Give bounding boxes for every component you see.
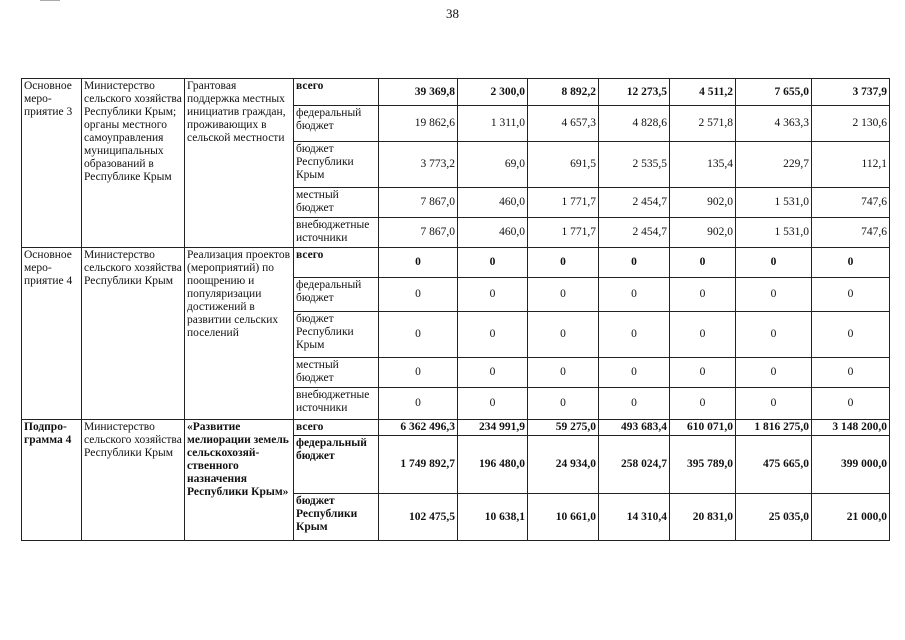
block-title: Реализация проектов (мероприятий) по поощрению и популяризации достижений в развитии сельских поселений	[185, 248, 294, 420]
value-cell: 1 749 892,7	[379, 436, 458, 494]
value-cell: 234 991,9	[458, 420, 528, 436]
value-cell: 2 454,7	[599, 218, 670, 248]
value-cell: 10 638,1	[458, 494, 528, 541]
source-label: всего	[294, 420, 379, 436]
value-cell: 21 000,0	[812, 494, 890, 541]
value-cell: 14 310,4	[599, 494, 670, 541]
value-cell: 0	[812, 388, 890, 420]
source-label: всего	[294, 248, 379, 278]
value-cell: 135,4	[670, 142, 736, 188]
value-cell: 0	[379, 312, 458, 358]
value-cell: 7 655,0	[736, 79, 812, 106]
value-cell: 0	[736, 248, 812, 278]
value-cell: 399 000,0	[812, 436, 890, 494]
value-cell: 112,1	[812, 142, 890, 188]
value-cell: 1 816 275,0	[736, 420, 812, 436]
block-measure-name: Основное меро-приятие 3	[22, 79, 82, 248]
value-cell: 0	[458, 358, 528, 388]
value-cell: 1 771,7	[528, 188, 599, 218]
value-cell: 460,0	[458, 218, 528, 248]
value-cell: 0	[736, 358, 812, 388]
scan-corner-mark	[40, 0, 60, 3]
value-cell: 0	[670, 358, 736, 388]
value-cell: 20 831,0	[670, 494, 736, 541]
value-cell: 475 665,0	[736, 436, 812, 494]
value-cell: 2 130,6	[812, 106, 890, 142]
value-cell: 0	[599, 278, 670, 312]
value-cell: 0	[670, 312, 736, 358]
value-cell: 0	[812, 312, 890, 358]
value-cell: 0	[458, 248, 528, 278]
value-cell: 0	[812, 278, 890, 312]
value-cell: 0	[458, 388, 528, 420]
value-cell: 0	[599, 312, 670, 358]
value-cell: 0	[670, 248, 736, 278]
value-cell: 0	[736, 312, 812, 358]
value-cell: 691,5	[528, 142, 599, 188]
source-label: всего	[294, 79, 379, 106]
block-executor: Министерство сельского хозяйства Республики Крым	[82, 248, 185, 420]
value-cell: 3 773,2	[379, 142, 458, 188]
value-cell: 102 475,5	[379, 494, 458, 541]
value-cell: 3 737,9	[812, 79, 890, 106]
value-cell: 69,0	[458, 142, 528, 188]
value-cell: 0	[736, 388, 812, 420]
source-label: федеральный бюджет	[294, 436, 379, 494]
value-cell: 258 024,7	[599, 436, 670, 494]
value-cell: 1 531,0	[736, 218, 812, 248]
value-cell: 12 273,5	[599, 79, 670, 106]
value-cell: 4 511,2	[670, 79, 736, 106]
value-cell: 902,0	[670, 218, 736, 248]
value-cell: 0	[528, 388, 599, 420]
value-cell: 0	[379, 388, 458, 420]
value-cell: 0	[528, 278, 599, 312]
value-cell: 19 862,6	[379, 106, 458, 142]
value-cell: 0	[458, 312, 528, 358]
value-cell: 229,7	[736, 142, 812, 188]
block-executor: Министерство сельского хозяйства Республики Крым	[82, 420, 185, 541]
value-cell: 747,6	[812, 188, 890, 218]
source-label: внебюджетные источники	[294, 388, 379, 420]
value-cell: 0	[379, 358, 458, 388]
value-cell: 1 311,0	[458, 106, 528, 142]
value-cell: 460,0	[458, 188, 528, 218]
source-label: федеральный бюджет	[294, 106, 379, 142]
value-cell: 3 148 200,0	[812, 420, 890, 436]
value-cell: 0	[599, 388, 670, 420]
block-measure-name: Основное меро-приятие 4	[22, 248, 82, 420]
value-cell: 1 771,7	[528, 218, 599, 248]
block-title: Грантовая поддержка местных инициатив граждан, проживающих в сельской местности	[185, 79, 294, 248]
value-cell: 10 661,0	[528, 494, 599, 541]
source-label: бюджет Республики Крым	[294, 312, 379, 358]
value-cell: 2 300,0	[458, 79, 528, 106]
source-label: бюджет Республики Крым	[294, 142, 379, 188]
value-cell: 24 934,0	[528, 436, 599, 494]
value-cell: 0	[528, 312, 599, 358]
value-cell: 610 071,0	[670, 420, 736, 436]
value-cell: 0	[379, 278, 458, 312]
value-cell: 902,0	[670, 188, 736, 218]
source-label: местный бюджет	[294, 358, 379, 388]
source-label: федеральный бюджет	[294, 278, 379, 312]
value-cell: 747,6	[812, 218, 890, 248]
value-cell: 0	[528, 248, 599, 278]
value-cell: 2 454,7	[599, 188, 670, 218]
value-cell: 25 035,0	[736, 494, 812, 541]
value-cell: 4 828,6	[599, 106, 670, 142]
value-cell: 7 867,0	[379, 218, 458, 248]
budget-table	[21, 78, 890, 541]
value-cell: 0	[599, 248, 670, 278]
value-cell: 7 867,0	[379, 188, 458, 218]
source-label: внебюджетные источники	[294, 218, 379, 248]
value-cell: 4 657,3	[528, 106, 599, 142]
source-label: бюджет Республики Крым	[294, 494, 379, 541]
value-cell: 493 683,4	[599, 420, 670, 436]
value-cell: 0	[379, 248, 458, 278]
block-executor: Министерство сельского хозяйства Республики Крым; органы местного самоуправления муниципальных образований в Республике Крым	[82, 79, 185, 248]
value-cell: 0	[812, 248, 890, 278]
value-cell: 0	[670, 388, 736, 420]
value-cell: 0	[736, 278, 812, 312]
value-cell: 0	[528, 358, 599, 388]
value-cell: 0	[458, 278, 528, 312]
page-number: 38	[446, 6, 459, 21]
value-cell: 0	[812, 358, 890, 388]
value-cell: 2 571,8	[670, 106, 736, 142]
value-cell: 1 531,0	[736, 188, 812, 218]
value-cell: 8 892,2	[528, 79, 599, 106]
block-title: «Развитие мелиорации земель сельскохозяй-ственного назначения Республики Крым»	[185, 420, 294, 541]
value-cell: 196 480,0	[458, 436, 528, 494]
value-cell: 2 535,5	[599, 142, 670, 188]
value-cell: 6 362 496,3	[379, 420, 458, 436]
value-cell: 0	[670, 278, 736, 312]
value-cell: 59 275,0	[528, 420, 599, 436]
value-cell: 395 789,0	[670, 436, 736, 494]
value-cell: 4 363,3	[736, 106, 812, 142]
value-cell: 39 369,8	[379, 79, 458, 106]
block-subprogram-name: Подпро-грамма 4	[22, 420, 82, 541]
source-label: местный бюджет	[294, 188, 379, 218]
value-cell: 0	[599, 358, 670, 388]
